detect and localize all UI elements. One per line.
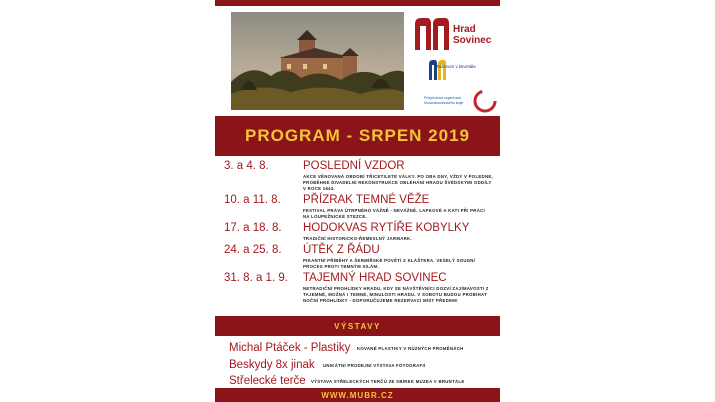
exhibition-title: Michal Ptáček - Plastiky bbox=[229, 342, 351, 354]
exhibition-note: VÝSTAVA STŘELECKÝCH TERČŮ ZE SBÍREK MUZEA V BRUNTÁLE bbox=[311, 379, 465, 384]
castle-photo bbox=[231, 12, 404, 110]
exhibitions-banner bbox=[215, 316, 500, 336]
event-name: HODOKVAS RYTÍŘE KOBYLKY bbox=[303, 222, 470, 234]
castle-illustration bbox=[231, 12, 404, 110]
exhibitions-heading: VÝSTAVY bbox=[334, 321, 381, 331]
program-poster bbox=[215, 0, 500, 402]
event-description: FESTIVAL PRÁVA ÚTRPNÉHO VÁŽNĚ - NEVÁŽNĚ. LAPKOVÉ A KATI PŘI PRÁCI NA LOUPEŽNICKÉ STEZCE. bbox=[303, 208, 485, 219]
event-date: 17. a 18. 8. bbox=[224, 222, 282, 234]
hrad-sovinec-logo-text: Hrad Sovinec bbox=[453, 24, 492, 46]
logos-panel bbox=[413, 12, 498, 112]
event-description: NETRADIČNÍ PROHLÍDKY HRADU, KDY SE NÁVŠTĚVNÍCI DOZVÍ ZAJÍMAVOSTI Z TAJEMNÉ, MOŽNÁ I TEMNÉ, MINULOSTI HRADU. V SOBOTU BUDOU PROBÍHAT NOČNÍ PROHLÍDKY - DOPORUČUJEME REZERVACI MÍST PŘEDEM! bbox=[303, 286, 489, 303]
event-name: PŘÍZRAK TEMNÉ VĚŽE bbox=[303, 194, 430, 206]
event-date: 3. a 4. 8. bbox=[224, 160, 269, 172]
exhibition-title: Beskydy 8x jinak bbox=[229, 359, 315, 371]
event-date: 31. 8. a 1. 9. bbox=[224, 272, 288, 284]
top-bar bbox=[215, 0, 500, 6]
event-date: 24. a 25. 8. bbox=[224, 244, 282, 256]
exhibition-note: KOVANÉ PLASTIKY V RŮZNÝCH PROMĚNÁCH bbox=[357, 346, 464, 351]
muzeum-bruntal-logo-text: Muzeum v Bruntále bbox=[437, 64, 476, 69]
event-date: 10. a 11. 8. bbox=[224, 194, 281, 206]
exhibition-title: Střelecké terče bbox=[229, 375, 306, 387]
event-name: TAJEMNÝ HRAD SOVINEC bbox=[303, 272, 447, 284]
muzeum-bruntal-logo bbox=[427, 58, 497, 82]
footer-bar bbox=[215, 388, 500, 402]
event-name: POSLEDNÍ VZDOR bbox=[303, 160, 405, 172]
event-description: TRADIČNÍ HISTORICKO-ŘEMESLNÝ JARMARK. bbox=[303, 236, 412, 241]
kraj-logo-text: Příspěvková organizace Moravskoslezského kraje bbox=[424, 96, 464, 105]
website-link[interactable]: WWW.MUBR.CZ bbox=[321, 390, 394, 400]
page-title: PROGRAM - SRPEN 2019 bbox=[245, 126, 470, 145]
event-name: ÚTĚK Z ŘÁDU bbox=[303, 244, 380, 256]
exhibition-note: UNIKÁTNÍ PRODEJNÍ VÝSTAVA FOTOGRAFIÍ bbox=[323, 363, 426, 368]
event-description: AKCE VĚNOVANÁ OBDOBÍ TŘICETILETÉ VÁLKY. PO OBA DNY, VŽDY V POLEDNE, PROBĚHNE DIVADELNÍ REKONSTRUKCE OBLÉHÁNÍ HRADU ŠVÉDSKÝMI ODDÍLY V ROCE 1643. bbox=[303, 174, 494, 191]
event-description: PIKANTNÍ PŘÍBĚHY A ŠERMÍŘSKÉ POVĚTÍ Z KLÁŠTERA. VESELÝ SOUDNÍ PROCES PROTI TEMNÝM SILÁM. bbox=[303, 258, 476, 269]
title-banner bbox=[215, 116, 500, 156]
